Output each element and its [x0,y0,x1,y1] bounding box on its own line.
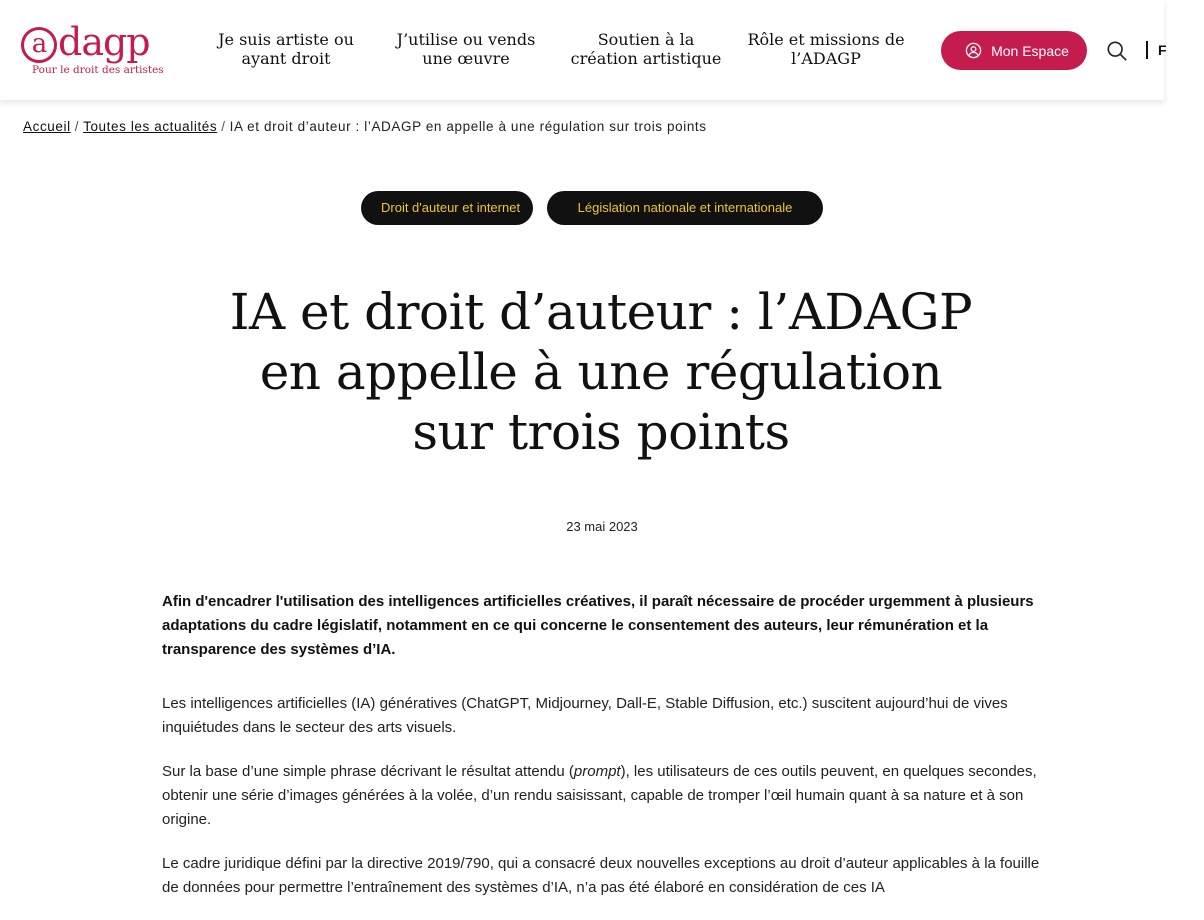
breadcrumb [23,119,707,134]
mon-espace-button[interactable] [941,31,1087,70]
site-header [0,0,1167,100]
nav-role-line1: Rôle et missions de [747,30,905,49]
nav-utilise[interactable] [376,30,556,68]
nav-utilise-line1: J’utilise ou vends [396,30,536,49]
user-circle-icon [965,42,982,59]
logo-tagline: Pour le droit des artistes [32,64,164,76]
logo-wordmark [21,20,150,64]
p2-text-after: ), les utilisateurs de ces outils peuvent, en quelques secondes, obtenir une série d’images générées à la volée, d’un rendu saisissant, capable de tromper l’œil humain quant à sa nature et à son origine. [162,763,1037,828]
p2-prompt-italic: prompt [573,763,621,780]
breadcrumb-home[interactable]: Accueil [23,119,71,134]
breadcrumb-news[interactable]: Toutes les actualités [83,119,218,134]
nav-soutien-line1: Soutien à la [597,30,695,49]
search-button[interactable] [1106,40,1128,62]
nav-role-line2: l’ADAGP [791,49,861,68]
article-date: 23 mai 2023 [566,519,638,534]
language-divider [1146,41,1148,59]
tag-legislation[interactable]: Législation nationale et internationale [547,191,823,225]
breadcrumb-separator: / [74,119,80,134]
nav-role[interactable] [736,30,916,68]
nav-utilise-line2: une œuvre [422,49,510,68]
nav-artiste[interactable] [196,30,376,68]
article-paragraph-1: Les intelligences artificielles (IA) génératives (ChatGPT, Midjourney, Dall-E, Stable Diffusion, etc.) suscitent aujourd’hui de vives inquiétudes dans le secteur des arts visuels. [162,695,1008,736]
title-line-2: en appelle à une régulation [259,343,943,401]
search-icon [1106,40,1128,62]
nav-soutien[interactable] [556,30,736,68]
logo-word-rest: dagp [58,20,150,64]
language-switcher[interactable]: F [1158,42,1167,58]
title-line-3: sur trois points [412,403,790,461]
nav-artiste-line1: Je suis artiste ou [218,30,354,49]
article-title [182,282,1020,462]
adagp-logo[interactable] [21,20,171,80]
article-body [162,590,1042,920]
title-line-1: IA et droit d’auteur : l’ADAGP [229,283,973,341]
article-tags [0,191,1164,225]
breadcrumb-current: IA et droit d’auteur : l’ADAGP en appelle à une régulation sur trois points [229,119,707,134]
article-lead: Afin d'encadrer l'utilisation des intelligences artificielles créatives, il paraît nécessaire de procéder urgemment à plusieurs adaptations du cadre législatif, notamment en ce qui concerne le consentement des auteurs, leur rémunération et la transparence des systèmes d’IA. [162,593,1034,658]
tag-droit-auteur-internet[interactable]: Droit d'auteur et internet [361,191,533,225]
nav-soutien-line2: création artistique [570,49,722,68]
p2-text-before: Sur la base d’une simple phrase décrivant le résultat attendu ( [162,763,574,780]
article-paragraph-3: Le cadre juridique défini par la directive 2019/790, qui a consacré deux nouvelles exceptions au droit d’auteur applicables à la fouille de données pour permettre l’entraînement des systèmes d’IA, n’a pas été élaboré en considération de ces IA [162,855,1040,896]
nav-artiste-line2: ayant droit [241,49,331,68]
mon-espace-label: Mon Espace [991,42,1069,59]
article-paragraph-2 [162,760,1042,832]
breadcrumb-separator: / [221,119,226,134]
logo-at-sign: a [21,27,57,63]
